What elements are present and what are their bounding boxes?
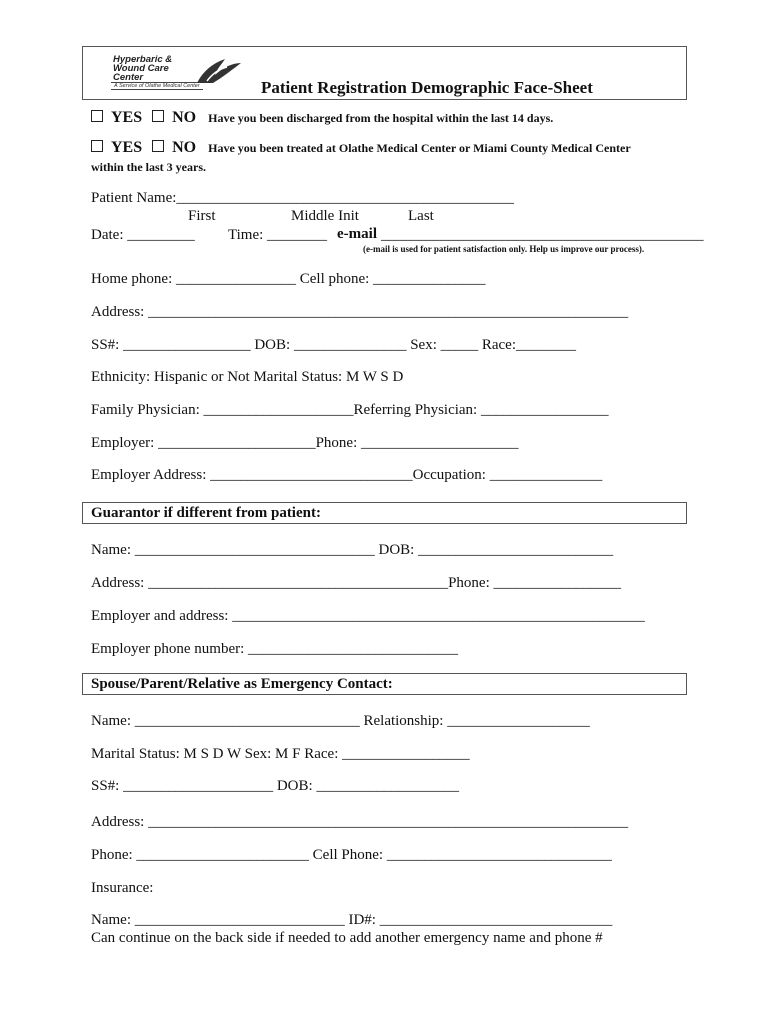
physicians-row[interactable]: Family Physician: ____________________Referring Physician: _________________ xyxy=(91,402,609,418)
wave-icon xyxy=(193,53,243,87)
employer-address-row[interactable]: Employer Address: ___________________________Occupation: _______________ xyxy=(91,467,603,483)
logo-line-3: Center xyxy=(113,72,144,83)
emergency-header-label: Spouse/Parent/Relative as Emergency Contact: xyxy=(91,676,393,692)
email-field[interactable]: ___________________________________________ xyxy=(381,227,704,243)
yes-label: YES xyxy=(111,109,143,126)
question-text-cont: within the last 3 years. xyxy=(91,160,206,174)
question-text: Have you been discharged from the hospital within the last 14 days. xyxy=(208,111,554,125)
header-box xyxy=(82,46,687,100)
date-field[interactable]: Date: _________ xyxy=(91,227,195,243)
logo-line-1: Hyperbaric & xyxy=(113,54,173,65)
no-label: NO xyxy=(172,109,197,126)
email-label: e-mail xyxy=(337,226,377,242)
yes-checkbox[interactable] xyxy=(91,140,103,152)
patient-name-field[interactable]: Patient Name:_____________________________________________ xyxy=(91,190,514,206)
guarantor-employer-phone[interactable]: Employer phone number: ____________________________ xyxy=(91,641,459,657)
address-field[interactable]: Address: ________________________________________________________________ xyxy=(91,304,629,320)
yes-checkbox[interactable] xyxy=(91,110,103,122)
guarantor-name-row[interactable]: Name: ________________________________ DOB: __________________________ xyxy=(91,542,614,558)
question-discharged xyxy=(91,109,553,127)
no-checkbox[interactable] xyxy=(152,140,164,152)
logo-subtitle: A Service of Olathe Medical Center xyxy=(111,82,203,90)
emergency-phone-row[interactable]: Phone: _______________________ Cell Phone: ______________________________ xyxy=(91,847,612,863)
phones-row[interactable]: Home phone: ________________ Cell phone: _______________ xyxy=(91,271,486,287)
no-label: NO xyxy=(172,139,197,156)
last-label: Last xyxy=(408,208,434,224)
emergency-name-row[interactable]: Name: ______________________________ Relationship: ___________________ xyxy=(91,713,590,729)
time-field[interactable]: Time: ________ xyxy=(228,227,328,243)
email-note: (e-mail is used for patient satisfaction only. Help us improve our process). xyxy=(363,244,645,254)
ethnicity-row[interactable]: Ethnicity: Hispanic or Not Marital Status: M W S D xyxy=(91,369,404,385)
first-label: First xyxy=(188,208,216,224)
emergency-marital-row[interactable]: Marital Status: M S D W Sex: M F Race: _________________ xyxy=(91,746,470,762)
emergency-address-row[interactable]: Address: ________________________________________________________________ xyxy=(91,814,629,830)
question-treated xyxy=(91,139,631,157)
emergency-section-header xyxy=(82,673,687,695)
back-side-note: Can continue on the back side if needed to add another emergency name and phone # xyxy=(91,930,603,946)
insurance-name-row[interactable]: Name: ____________________________ ID#: _______________________________ xyxy=(91,912,613,928)
employer-row[interactable]: Employer: _____________________Phone: _____________________ xyxy=(91,435,519,451)
page-title: Patient Registration Demographic Face-Sheet xyxy=(261,78,593,97)
guarantor-header-label: Guarantor if different from patient: xyxy=(91,505,321,521)
guarantor-address-row[interactable]: Address: ________________________________________Phone: _________________ xyxy=(91,575,621,591)
no-checkbox[interactable] xyxy=(152,110,164,122)
emergency-ss-row[interactable]: SS#: ____________________ DOB: ___________________ xyxy=(91,778,459,794)
middle-label: Middle Init xyxy=(291,208,359,224)
ss-dob-row[interactable]: SS#: _________________ DOB: _______________ Sex: _____ Race:________ xyxy=(91,337,577,353)
logo-line-2: Wound Care xyxy=(113,63,169,74)
question-text: Have you been treated at Olathe Medical Center or Miami County Medical Center xyxy=(208,141,631,155)
insurance-label: Insurance: xyxy=(91,880,154,896)
hyperbaric-logo xyxy=(105,51,245,95)
yes-label: YES xyxy=(111,139,143,156)
guarantor-employer-address[interactable]: Employer and address: _______________________________________________________ xyxy=(91,608,645,624)
guarantor-section-header xyxy=(82,502,687,524)
